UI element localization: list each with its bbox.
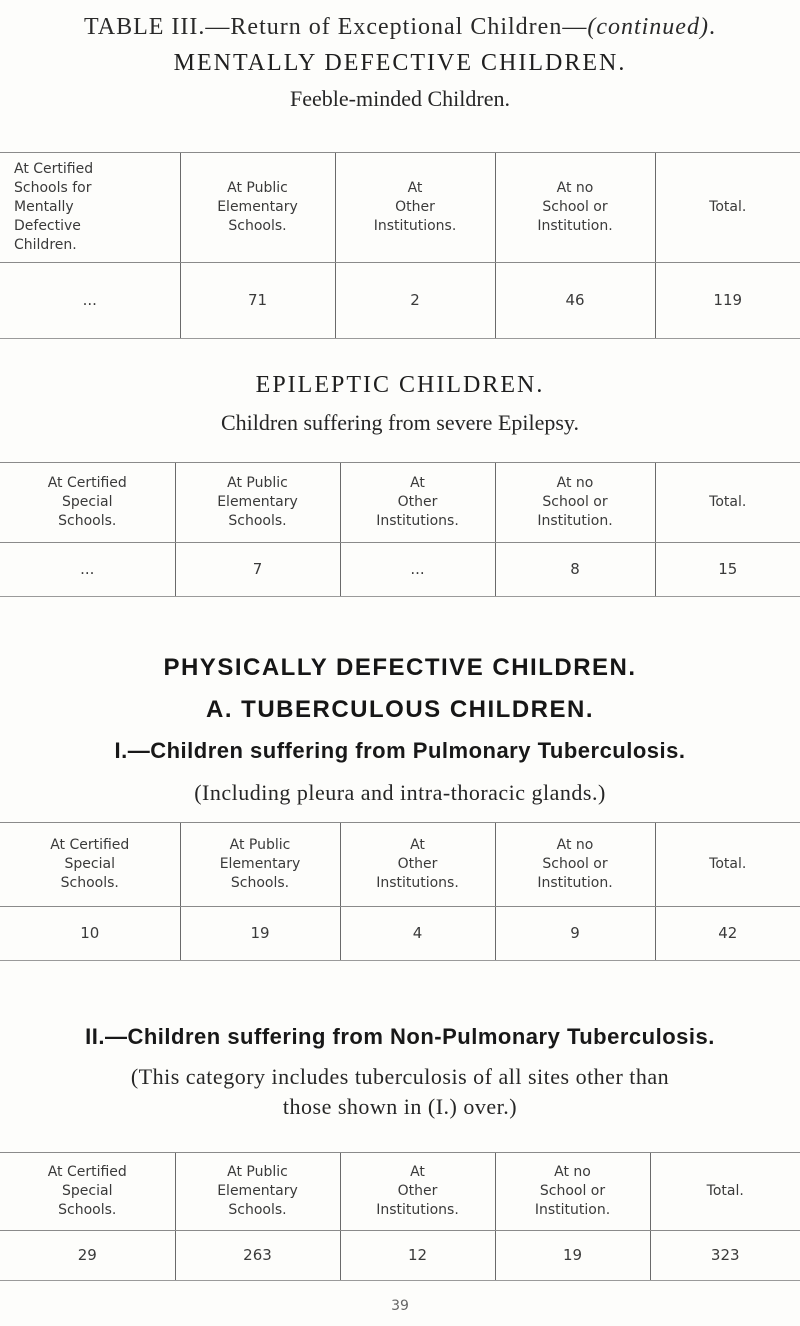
col-header: At Public Elementary Schools. xyxy=(175,1153,340,1231)
table-title xyxy=(0,14,800,41)
pulmonary-table xyxy=(0,822,800,961)
col-header: At Other Institutions. xyxy=(340,463,495,543)
mental-header-row xyxy=(0,153,800,263)
table-title-end: . xyxy=(708,14,716,40)
page-number: 39 xyxy=(391,1298,409,1314)
epileptic-header-row xyxy=(0,463,800,543)
table-cell: 4 xyxy=(340,907,495,961)
col-header: At Public Elementary Schools. xyxy=(175,463,340,543)
table-cell: 7 xyxy=(175,543,340,597)
tuberculous-subheading: A. TUBERCULOUS CHILDREN. xyxy=(206,696,594,723)
non-pulmonary-note-line1: (This category includes tuberculosis of all sites other than xyxy=(130,1064,670,1089)
table-cell: 12 xyxy=(340,1231,495,1281)
pulmonary-note: (Including pleura and intra-thoracic glands.) xyxy=(194,780,606,805)
table-cell: 71 xyxy=(180,263,335,339)
epileptic-heading: EPILEPTIC CHILDREN. xyxy=(255,372,545,398)
table-cell: 9 xyxy=(495,907,655,961)
table-cell: 119 xyxy=(655,263,800,339)
table-cell: 46 xyxy=(495,263,655,339)
table-cell: 42 xyxy=(655,907,800,961)
table-cell: 15 xyxy=(655,543,800,597)
col-header: At Public Elementary Schools. xyxy=(180,823,340,907)
epileptic-subheading: Children suffering from severe Epilepsy. xyxy=(220,410,579,435)
col-header: At Certified Special Schools. xyxy=(0,1153,175,1231)
pulmonary-header-row xyxy=(0,823,800,907)
col-header: At no School or Institution. xyxy=(495,823,655,907)
col-header: At Certified Special Schools. xyxy=(0,823,180,907)
table-cell: 263 xyxy=(175,1231,340,1281)
col-header: At no School or Institution. xyxy=(495,1153,650,1231)
table-cell: 19 xyxy=(495,1231,650,1281)
non-pulmonary-header-row xyxy=(0,1153,800,1231)
table-cell: ... xyxy=(340,543,495,597)
non-pulmonary-heading: II.—Children suffering from Non-Pulmonary Tuberculosis. xyxy=(85,1024,715,1049)
col-header: At Other Institutions. xyxy=(335,153,495,263)
table-cell: 29 xyxy=(0,1231,175,1281)
table-cell: ... xyxy=(0,263,180,339)
table-cell: 10 xyxy=(0,907,180,961)
table-cell: 2 xyxy=(335,263,495,339)
mental-subheading: Feeble-minded Children. xyxy=(290,86,510,111)
table-cell: 323 xyxy=(650,1231,800,1281)
mental-values-row xyxy=(0,263,800,339)
table-cell: ... xyxy=(0,543,175,597)
table-title-continued: (continued) xyxy=(587,14,709,40)
non-pulmonary-table xyxy=(0,1152,800,1281)
col-header: At Certified Special Schools. xyxy=(0,463,175,543)
col-header: Total. xyxy=(655,153,800,263)
col-header: Total. xyxy=(655,463,800,543)
non-pulmonary-values-row xyxy=(0,1231,800,1281)
table-cell: 19 xyxy=(180,907,340,961)
col-header: Total. xyxy=(655,823,800,907)
epileptic-values-row xyxy=(0,543,800,597)
pulmonary-values-row xyxy=(0,907,800,961)
non-pulmonary-note-line2: those shown in (I.) over.) xyxy=(282,1094,518,1119)
col-header: At no School or Institution. xyxy=(495,463,655,543)
table-cell: 8 xyxy=(495,543,655,597)
table-title-main: TABLE III.—Return of Exceptional Children— xyxy=(84,14,588,40)
col-header: At Other Institutions. xyxy=(340,1153,495,1231)
col-header: Total. xyxy=(650,1153,800,1231)
col-header: At Public Elementary Schools. xyxy=(180,153,335,263)
col-header: At Other Institutions. xyxy=(340,823,495,907)
col-header: At no School or Institution. xyxy=(495,153,655,263)
epileptic-table xyxy=(0,462,800,597)
mental-table xyxy=(0,152,800,339)
mental-heading: MENTALLY DEFECTIVE CHILDREN. xyxy=(173,50,627,76)
col-header: At Certified Schools for Mentally Defective Children. xyxy=(0,153,180,263)
physical-heading: PHYSICALLY DEFECTIVE CHILDREN. xyxy=(163,654,637,681)
pulmonary-heading: I.—Children suffering from Pulmonary Tuberculosis. xyxy=(114,738,686,763)
